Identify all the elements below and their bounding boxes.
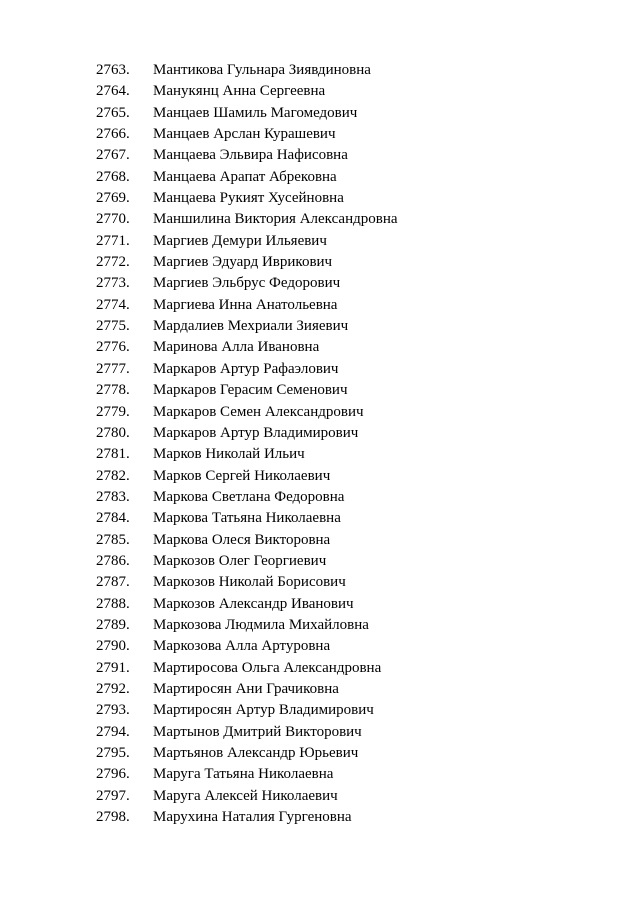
entry-number: 2764. xyxy=(96,83,130,100)
entry-number: 2794. xyxy=(96,723,130,740)
list-item xyxy=(96,231,398,252)
list-item xyxy=(96,572,398,593)
entry-name: Манцаева Рукият Хусейновна xyxy=(153,190,344,207)
list-item xyxy=(96,615,398,636)
entry-number: 2775. xyxy=(96,318,130,335)
entry-name: Мартиросова Ольга Александровна xyxy=(153,659,382,676)
entry-name: Мартьянов Александр Юрьевич xyxy=(153,745,359,761)
entry-name: Маркозов Олег Георгиевич xyxy=(153,552,327,569)
entry-number: 2780. xyxy=(96,424,130,441)
entry-name: Манукянц Анна Сергеевна xyxy=(153,83,326,100)
entry-name: Манцаева Эльвира Нафисовна xyxy=(153,147,348,164)
list-item xyxy=(96,252,398,273)
entry-number: 2795. xyxy=(96,745,130,761)
entry-number: 2788. xyxy=(96,595,130,612)
entry-number: 2797. xyxy=(96,787,130,804)
entry-name: Маркова Олеся Викторовна xyxy=(153,531,331,548)
entry-name: Манцаев Арслан Курашевич xyxy=(153,126,336,143)
list-item xyxy=(96,81,398,102)
entry-name: Маркозова Алла Артуровна xyxy=(153,638,331,655)
list-item xyxy=(96,402,398,423)
entry-number: 2779. xyxy=(96,403,130,420)
list-item xyxy=(96,209,398,230)
list-item xyxy=(96,700,398,721)
list-item xyxy=(96,487,398,508)
entry-number: 2776. xyxy=(96,339,130,356)
entry-name: Маркаров Семен Александрович xyxy=(153,403,364,420)
entry-number: 2778. xyxy=(96,382,130,399)
entry-name: Маринова Алла Ивановна xyxy=(153,339,320,356)
entry-name: Маншилина Виктория Александровна xyxy=(153,211,398,228)
entry-number: 2789. xyxy=(96,616,130,633)
list-item xyxy=(96,359,398,380)
entry-name: Мантикова Гульнара Зиявдиновна xyxy=(153,62,371,78)
entry-name: Маргиев Демури Ильяевич xyxy=(153,232,327,249)
entry-number: 2771. xyxy=(96,232,130,249)
list-item xyxy=(96,594,398,615)
entry-number: 2782. xyxy=(96,467,130,484)
entry-name: Маргиева Инна Анатольевна xyxy=(153,296,338,313)
list-item xyxy=(96,508,398,529)
entry-name: Мартынов Дмитрий Викторович xyxy=(153,723,362,740)
name-list xyxy=(96,60,398,828)
entry-number: 2785. xyxy=(96,531,130,548)
entry-number: 2765. xyxy=(96,104,130,121)
entry-number: 2772. xyxy=(96,254,130,271)
entry-number: 2796. xyxy=(96,766,130,783)
entry-number: 2768. xyxy=(96,168,130,185)
entry-number: 2781. xyxy=(96,446,130,463)
entry-number: 2769. xyxy=(96,190,130,207)
entry-name: Маргиев Эдуард Иврикович xyxy=(153,254,333,271)
entry-name: Маруга Татьяна Николаевна xyxy=(153,766,334,783)
list-item xyxy=(96,337,398,358)
entry-name: Манцаева Арапат Абрековна xyxy=(153,168,337,185)
entry-number: 2773. xyxy=(96,275,130,292)
entry-name: Маркова Татьяна Николаевна xyxy=(153,510,341,527)
list-item xyxy=(96,807,398,828)
list-item xyxy=(96,679,398,700)
entry-name: Маркаров Артур Владимирович xyxy=(153,424,359,441)
entry-number: 2766. xyxy=(96,126,130,143)
list-item xyxy=(96,273,398,294)
entry-name: Мардалиев Мехриали Зияевич xyxy=(153,318,349,335)
list-item xyxy=(96,145,398,166)
list-item xyxy=(96,636,398,657)
entry-number: 2777. xyxy=(96,360,130,377)
list-item xyxy=(96,295,398,316)
list-item xyxy=(96,423,398,444)
list-item xyxy=(96,551,398,572)
list-item xyxy=(96,743,398,764)
entry-name: Маркозов Александр Иванович xyxy=(153,595,354,612)
entry-number: 2798. xyxy=(96,809,130,826)
list-item xyxy=(96,380,398,401)
entry-number: 2784. xyxy=(96,510,130,527)
entry-number: 2783. xyxy=(96,488,130,505)
entry-number: 2767. xyxy=(96,147,130,164)
entry-number: 2792. xyxy=(96,680,130,697)
list-item xyxy=(96,764,398,785)
entry-name: Марухина Наталия Гургеновна xyxy=(153,809,352,826)
entry-number: 2774. xyxy=(96,296,130,313)
entry-name: Мартиросян Ани Грачиковна xyxy=(153,680,339,697)
entry-name: Маруга Алексей Николаевич xyxy=(153,787,338,804)
list-item xyxy=(96,658,398,679)
entry-name: Марков Сергей Николаевич xyxy=(153,467,331,484)
entry-name: Марков Николай Ильич xyxy=(153,446,305,463)
list-item xyxy=(96,722,398,743)
entry-name: Маркова Светлана Федоровна xyxy=(153,488,345,505)
entry-number: 2786. xyxy=(96,552,130,569)
entry-name: Мартиросян Артур Владимирович xyxy=(153,702,374,719)
entry-name: Маркозова Людмила Михайловна xyxy=(153,616,369,633)
list-item xyxy=(96,188,398,209)
entry-number: 2770. xyxy=(96,211,130,228)
entry-number: 2787. xyxy=(96,574,130,591)
entry-number: 2793. xyxy=(96,702,130,719)
list-item xyxy=(96,124,398,145)
list-item xyxy=(96,530,398,551)
entry-number: 2791. xyxy=(96,659,130,676)
list-item xyxy=(96,786,398,807)
list-item xyxy=(96,167,398,188)
list-item xyxy=(96,103,398,124)
list-item xyxy=(96,444,398,465)
entry-name: Маркаров Артур Рафаэлович xyxy=(153,360,339,377)
list-item xyxy=(96,466,398,487)
entry-name: Маргиев Эльбрус Федорович xyxy=(153,275,341,292)
entry-name: Маркозов Николай Борисович xyxy=(153,574,346,591)
list-item xyxy=(96,60,398,81)
entry-name: Манцаев Шамиль Магомедович xyxy=(153,104,358,121)
entry-name: Маркаров Герасим Семенович xyxy=(153,382,348,399)
entry-number: 2790. xyxy=(96,638,130,655)
list-item xyxy=(96,316,398,337)
entry-number: 2763. xyxy=(96,62,130,78)
